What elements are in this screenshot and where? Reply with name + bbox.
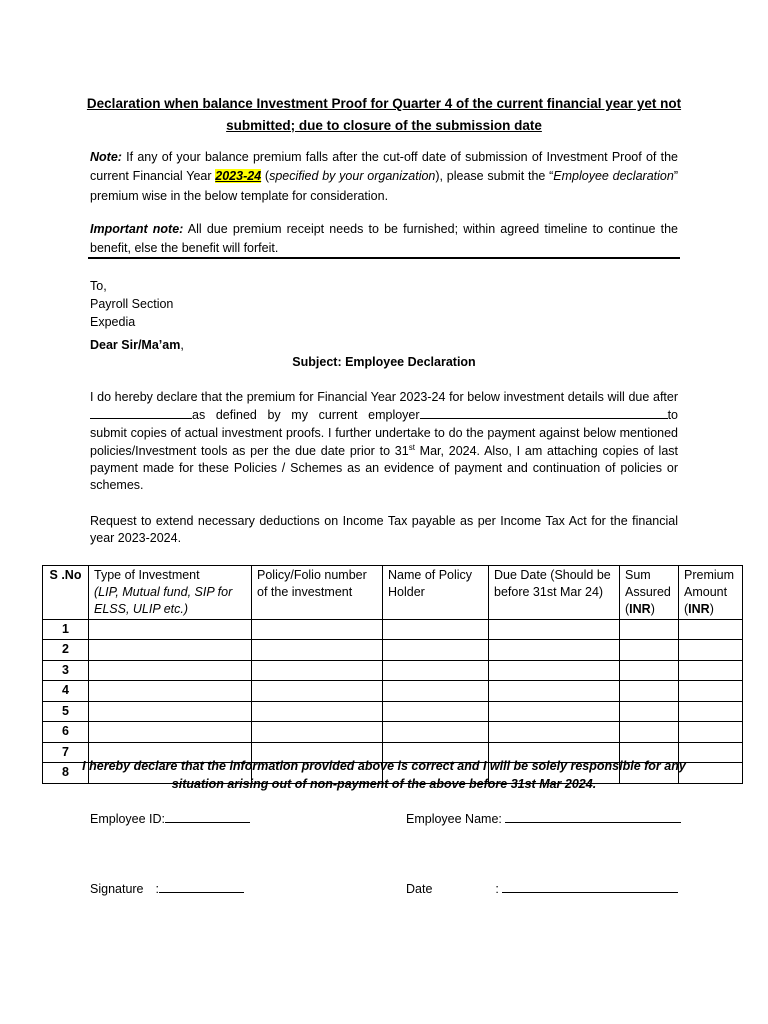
declaration-text: Mar, 2024. Also, I am attaching copies of last payment made for these Policies / Schemes as an evidence of payment and continuation of policies or schemes. [90,443,679,493]
row-number: 2 [43,640,89,661]
header-italic-text: (LIP, Mutual fund, SIP for ELSS, ULIP etc.) [94,584,233,616]
address-line: Payroll Section [90,297,174,312]
employee-id-blank[interactable] [165,810,250,823]
table-cell[interactable] [489,681,620,702]
table-cell[interactable] [489,619,620,640]
salutation [90,337,184,355]
address-to: To, [90,279,107,293]
note-text: If any of your balance premium falls after the cut-off date of submission of Investment Proof of the current Financial Year [90,150,678,184]
row-number: 6 [43,722,89,743]
table-cell[interactable] [383,640,489,661]
table-cell[interactable] [252,681,383,702]
table-row [43,619,743,640]
salutation-text: Dear Sir/Ma’am [90,338,181,352]
table-cell[interactable] [620,722,679,743]
financial-year-highlight: 2023-24 [215,169,262,184]
table-cell[interactable] [620,681,679,702]
superscript-text: st [408,442,415,452]
row-number: 8 [43,763,89,784]
note-italic-text: Employee declaration [553,169,674,184]
table-cell[interactable] [89,640,252,661]
investment-table [42,565,743,784]
table-cell[interactable] [620,619,679,640]
header-sum-assured: Sum Assured (INR) [620,566,679,620]
date-label: Date [406,882,433,896]
table-cell[interactable] [679,640,743,661]
signature-colon: : [155,882,159,896]
employee-id-field [90,810,250,829]
table-row [43,660,743,681]
declaration-text: to submit copies of actual investment proofs. I further undertake to do the payment against below mentioned policies/Investment tools as per the due date prior to 31 [90,408,678,458]
table-cell[interactable] [489,660,620,681]
section-divider [88,257,680,259]
signature-label: Signature [90,882,144,896]
table-cell[interactable] [489,640,620,661]
employee-name-field [406,810,681,829]
note-text: ), please submit the “ [435,169,554,184]
subject-line: Subject: Employee Declaration [292,355,476,369]
table-cell[interactable] [679,660,743,681]
declaration-text: I do hereby declare that the premium for Financial Year 2023-24 for below investment details will due after [90,390,678,404]
important-note-label: Important note: [90,222,184,236]
table-cell[interactable] [383,722,489,743]
important-note-text: All due premium receipt needs to be furnished; within agreed timeline to continue the benefit, else the benefit will forfeit. [90,222,678,255]
signature-field [90,880,244,899]
header-due-date: Due Date (Should be before 31st Mar 24) [489,566,620,620]
table-cell[interactable] [252,660,383,681]
date-colon: : [495,882,499,896]
table-cell[interactable] [620,640,679,661]
table-cell[interactable] [679,701,743,722]
address-line: Expedia [90,315,136,330]
salutation-comma: , [180,338,184,352]
header-text: Sum Assured [625,568,671,599]
date-blank[interactable] [502,880,678,893]
table-cell[interactable] [383,681,489,702]
header-text: Type of Investment [94,568,200,582]
table-cell[interactable] [679,763,743,784]
note-text: ( [261,169,270,184]
table-cell[interactable] [383,660,489,681]
table-cell[interactable] [679,681,743,702]
header-unit: INR [629,601,651,616]
final-declaration: I hereby declare that the information provided above is correct and I will be solely responsible for any situation arising out of non-payment of the above before 31st Mar 2024. [82,759,686,792]
table-cell[interactable] [252,640,383,661]
table-cell[interactable] [89,660,252,681]
table-row [43,722,743,743]
table-cell[interactable] [89,681,252,702]
address-block [90,277,173,331]
header-policy-number: Policy/Folio number of the investment [252,566,383,620]
table-cell[interactable] [620,660,679,681]
table-cell[interactable] [489,701,620,722]
row-number: 4 [43,681,89,702]
note-label: Note: [90,150,122,164]
table-cell[interactable] [679,742,743,763]
table-cell[interactable] [252,619,383,640]
table-cell[interactable] [252,722,383,743]
request-paragraph: Request to extend necessary deductions on Income Tax payable as per Income Tax Act for the financial year 2023-2024. [90,514,678,546]
declaration-text: as defined by my current employer [192,408,420,423]
row-number: 5 [43,701,89,722]
employer-blank[interactable] [420,406,668,419]
header-premium-amount: Premium Amount (INR) [679,566,743,620]
due-date-blank[interactable] [90,406,192,419]
table-row [43,701,743,722]
table-cell[interactable] [383,701,489,722]
table-cell[interactable] [489,722,620,743]
signature-blank[interactable] [159,880,244,893]
page-title: Declaration when balance Investment Proof for Quarter 4 of the current financial year yet not submitted; due to closure of the submission date [86,96,682,133]
table-cell[interactable] [89,701,252,722]
employee-name-blank[interactable] [505,810,681,823]
table-cell[interactable] [679,722,743,743]
table-cell[interactable] [89,722,252,743]
employee-id-label: Employee ID: [90,812,166,826]
table-cell[interactable] [89,619,252,640]
header-text: Premium Amount [684,568,735,599]
table-cell[interactable] [252,701,383,722]
row-number: 7 [43,742,89,763]
date-field [406,880,678,899]
table-cell[interactable] [620,701,679,722]
header-policy-holder: Name of Policy Holder [383,566,489,620]
table-cell[interactable] [679,619,743,640]
note-text: ” premium wise in the below template for consideration. [90,169,678,203]
row-number: 1 [43,619,89,640]
important-note-paragraph [90,220,678,258]
row-number: 3 [43,660,89,681]
note-italic-text: specified by your organization [269,169,436,184]
header-unit: INR [688,601,710,616]
table-row [43,681,743,702]
table-cell[interactable] [383,619,489,640]
note-paragraph [90,148,678,206]
declaration-paragraph [90,389,678,495]
table-row [43,640,743,661]
header-sno: S .No [43,566,89,620]
employee-name-label: Employee Name: [406,812,502,826]
table-header-row [43,566,743,620]
header-type-of-investment [89,566,252,620]
